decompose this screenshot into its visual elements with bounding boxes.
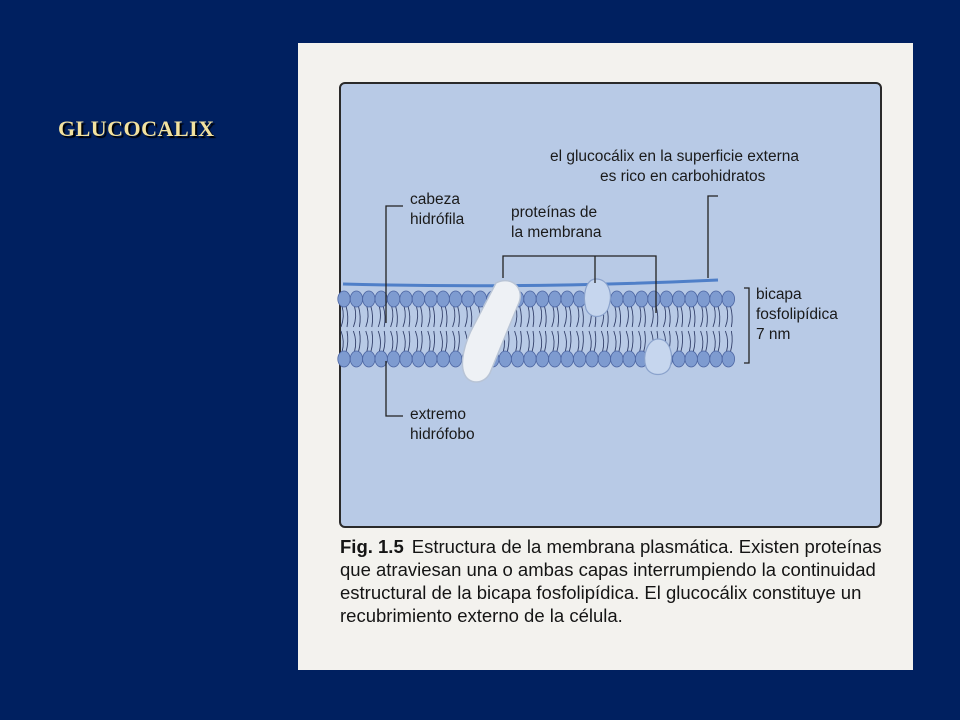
lipid-head [412, 291, 424, 307]
lipid-head [425, 291, 437, 307]
lipid-head [536, 291, 548, 307]
lipid-head [722, 351, 734, 367]
lipid-head [549, 351, 561, 367]
label-proteinas: proteínas de la membrana [511, 204, 602, 241]
lipid-head [363, 291, 375, 307]
lipid-head [400, 291, 412, 307]
caption-text: Estructura de la membrana plasmática. Existen proteínas que atraviesan una o ambas capas interrumpiendo la continuidad estructural de la bicapa fosfolipídica. El glucocálix constituye un recubrimiento externo de la célula. [340, 536, 882, 626]
lipid-head [449, 351, 461, 367]
lipid-head [338, 291, 350, 307]
lipid-head [350, 291, 362, 307]
lipid-head [623, 291, 635, 307]
label-bicapa: bicapa fosfolipídica 7 nm [756, 286, 838, 343]
lipid-head [338, 351, 350, 367]
label-glucocalix: el glucocálix en la superficie externa es rico en carbohidratos [550, 148, 799, 185]
lipid-head [611, 351, 623, 367]
lipid-head [623, 351, 635, 367]
lipid-head [685, 351, 697, 367]
lipid-head [586, 351, 598, 367]
inner-layer-protein [645, 339, 672, 375]
slide-title: GLUCOCALIX [58, 116, 215, 141]
textbook-figure [298, 43, 913, 670]
lipid-head [524, 351, 536, 367]
lipid-head [611, 291, 623, 307]
lipid-head [573, 351, 585, 367]
label-cabeza-hidrofila: cabeza hidrófila [410, 191, 465, 228]
lipid-head [722, 291, 734, 307]
lipid-head [710, 351, 722, 367]
lipid-head [425, 351, 437, 367]
lipid-head [350, 351, 362, 367]
lipid-head [462, 291, 474, 307]
lipid-head [561, 351, 573, 367]
lipid-head [412, 351, 424, 367]
lipid-head [685, 291, 697, 307]
lipid-head [673, 291, 685, 307]
lipid-head [511, 351, 523, 367]
figure-number: Fig. 1.5 [340, 536, 404, 557]
lipid-head [598, 351, 610, 367]
lipid-head [437, 291, 449, 307]
lipid-head [561, 291, 573, 307]
outer-layer-protein [584, 279, 610, 317]
lipid-head [387, 351, 399, 367]
lipid-head [648, 291, 660, 307]
lipid-head [697, 291, 709, 307]
lipid-head [536, 351, 548, 367]
lipid-head [673, 351, 685, 367]
lipid-head [363, 351, 375, 367]
lipid-head [549, 291, 561, 307]
lipid-head [635, 291, 647, 307]
lipid-head [499, 351, 511, 367]
lipid-head [387, 291, 399, 307]
label-extremo-hidrofobo: extremo hidrófobo [410, 406, 475, 443]
lipid-head [437, 351, 449, 367]
lipid-head [400, 351, 412, 367]
figure-caption [340, 535, 900, 627]
lipid-head [449, 291, 461, 307]
lipid-head [697, 351, 709, 367]
lipid-head [710, 291, 722, 307]
lipid-head [524, 291, 536, 307]
lipid-head [660, 291, 672, 307]
